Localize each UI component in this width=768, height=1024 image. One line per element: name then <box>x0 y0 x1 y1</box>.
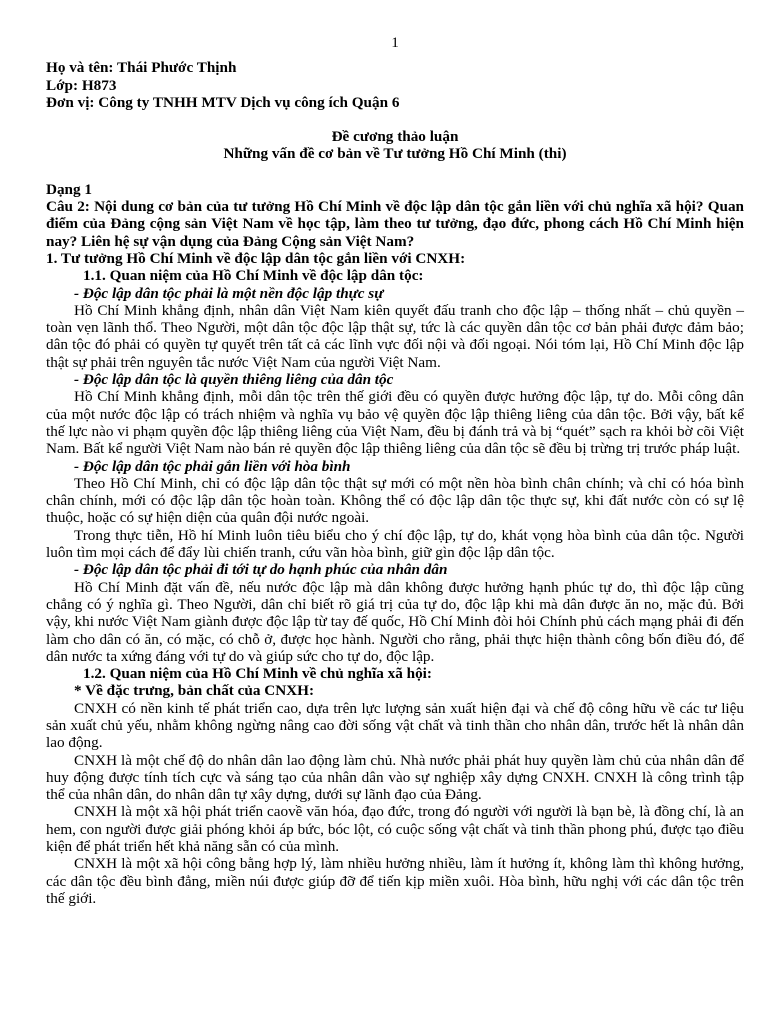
subheading-peace: - Độc lập dân tộc phải gắn liền với hòa bình <box>74 457 351 475</box>
paragraph: Hồ Chí Minh đặt vấn đề, nếu nước độc lập mà dân không được hưởng hạnh phúc tự do, thì độc lập cũng chẳng có ý nghĩa gì. Theo Người, dân chỉ biết rõ giá trị của tự do, độc lập khi mà dân được ăn no, mặc đủ. Bởi vậy, khi nước Việt Nam giành được độc lập từ tay đế quốc, Hồ Chí Minh đòi hỏi Chính phủ cách mạng phải đi đến làm cho dân có ăn, có mặc, có chỗ ở, được học hành. Người cho rằng, phải thực hiện thành công bốn điều đó, để dân nước ta xứng đáng với tự do và giúp sức cho tự do, độc lập. <box>46 578 744 665</box>
page-number: 1 <box>391 34 399 51</box>
paragraph: CNXH là một xã hội công bằng hợp lý, làm nhiều hưởng nhiều, làm ít hưởng ít, không làm thì không hưởng, các dân tộc đều bình đẳng, miền núi được giúp đỡ để tiến kịp miền xuôi. Hòa bình, hữu nghị với các dân tộc trên thế giới. <box>46 855 744 907</box>
document-header <box>46 59 744 111</box>
document-body <box>46 181 744 907</box>
paragraph: CNXH là một chế độ do nhân dân lao động làm chủ. Nhà nước phải phát huy quyền làm chủ của nhân dân để huy động được tính tích cực và sáng tạo của nhân dân vào sự nghiệp xây dựng CNXH. CNXH là công trình tập thể của nhân dân, do nhân dân tự xây dựng, dưới sự lãnh đạo của Đảng. <box>46 751 744 804</box>
paragraph: Theo Hồ Chí Minh, chỉ có độc lập dân tộc thật sự mới có một nền hòa bình chân chính; và chỉ có hóa bình chân chính, mới có độc lập dân tộc hoàn toàn. Không thể có độc lập dân tộc thực sự, khi đất nước còn có sự lệ thuộc, hoặc có sự hiện diện của quân đội nước ngoài. <box>46 474 744 527</box>
paragraph: Trong thực tiễn, Hồ hí Minh luôn tiêu biểu cho ý chí độc lập, tự do, khát vọng hòa bình của dân tộc. Người luôn tìm mọi cách để đẩy lùi chiến tranh, cứu vãn hòa bình, giữ gìn độc lập dân tộc. <box>46 526 744 562</box>
form-label: Dạng 1 <box>46 180 92 198</box>
student-class: Lớp: H873 <box>46 76 117 94</box>
student-name: Họ và tên: Thái Phước Thịnh <box>46 59 237 77</box>
title-line-2: Những vấn đề cơ bản về Tư tưởng Hồ Chí Minh (thi) <box>223 145 567 163</box>
subheading-real-independence: - Độc lập dân tộc phải là một nền độc lập thực sự <box>74 284 384 302</box>
subheading-sacred-right: - Độc lập dân tộc là quyền thiêng liêng của dân tộc <box>74 371 394 389</box>
document-title <box>46 128 744 163</box>
question-text: Câu 2: Nội dung cơ bản của tư tưởng Hồ Chí Minh về độc lập dân tộc gắn liền với chủ nghĩa xã hội? Quan điểm của Đảng cộng sản Việt Nam về học tập, làm theo tư tưởng, đạo đức, phong cách Hồ Chí Minh hiện nay? Liên hệ sự vận dụng của Đảng Cộng sản Việt Nam? <box>46 198 744 250</box>
paragraph: CNXH có nền kinh tế phát triển cao, dựa trên lực lượng sản xuất hiện đại và chế độ công hữu về các tư liệu sản xuất chủ yếu, nhằm không ngừng nâng cao đời sống vật chất và tinh thần cho nhân dân, trước hết là nhân dân lao động. <box>46 699 744 752</box>
subheading-characteristics: * Về đặc trưng, bản chất của CNXH: <box>74 682 315 700</box>
subheading-freedom-happiness: - Độc lập dân tộc phải đi tới tự do hạnh phúc của nhân dân <box>74 561 448 579</box>
student-unit: Đơn vị: Công ty TNHH MTV Dịch vụ công ích Quận 6 <box>46 93 400 111</box>
paragraph: Hồ Chí Minh khẳng định, nhân dân Việt Nam kiên quyết đấu tranh cho độc lập – thống nhất – chủ quyền – toàn vẹn lãnh thổ. Theo Người, một dân tộc độc lập thật sự, tức là các quyền dân tộc cơ bản phải được đảm bảo; dân tộc đó phải có quyền tự quyết trên tất cả các lĩnh vực đối nội và đối ngoại. Nói tóm lại, Hồ Chí Minh độc lập thật sự phải trên nguyên tắc nước Việt Nam của người Việt Nam. <box>46 301 744 371</box>
paragraph: Hồ Chí Minh khẳng định, mỗi dân tộc trên thế giới đều có quyền được hưởng độc lập, tự do. Mỗi công dân của một nước độc lập có trách nhiệm và nghĩa vụ bảo vệ quyền độc lập thiêng liêng của dân tộc. Bởi vậy, bất kể thế lực nào vi phạm quyền độc lập thiêng liêng của Việt Nam, đều bị đánh trả và bị “quét” sạch ra khỏi bờ cõi Việt Nam. Bất kể người Việt Nam nào bán rẻ quyền độc lập thiêng liêng của dân tộc sẽ đều bị trừng trị trước pháp luật. <box>46 388 744 458</box>
section-heading-1-2: 1.2. Quan niệm của Hồ Chí Minh về chủ nghĩa xã hội: <box>83 665 432 683</box>
title-line-1: Đề cương thảo luận <box>331 128 459 146</box>
paragraph: CNXH là một xã hội phát triển caovề văn hóa, đạo đức, trong đó người với người là bạn bè, là đồng chí, là an hem, con người được giải phóng khỏi áp bức, bóc lột, có cuộc sống vật chất và tinh thần phong phú, được tạo điều kiện để phát triển hết khả năng sẵn có của mình. <box>46 803 744 856</box>
section-heading-1: 1. Tư tưởng Hồ Chí Minh về độc lập dân tộc gắn liền với CNXH: <box>46 249 466 267</box>
section-heading-1-1: 1.1. Quan niệm của Hồ Chí Minh về độc lập dân tộc: <box>83 267 424 285</box>
